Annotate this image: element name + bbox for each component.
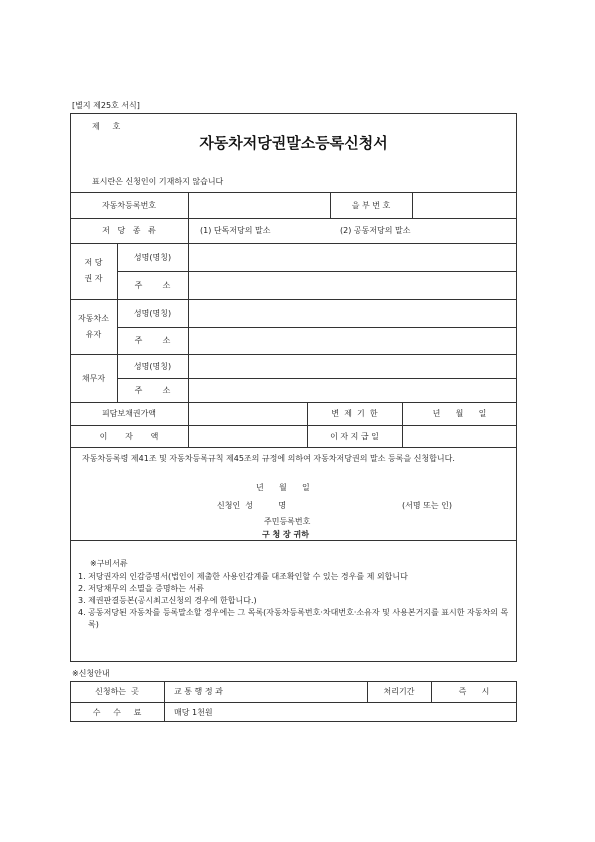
required-doc-item: 3. 제권판결등본(공시최고신청의 경우에 한합니다.): [78, 596, 257, 605]
secured-amount-label: 피담보채권가액: [101, 409, 157, 418]
mortgage-type-label: 저 당 종 류: [102, 226, 156, 235]
option-single-mortgage[interactable]: (1) 단독저당의 말소: [200, 226, 271, 235]
eulbu-no-field[interactable]: [413, 193, 516, 217]
owner-address-field[interactable]: [189, 328, 516, 353]
debtor-address-field[interactable]: [189, 379, 516, 401]
required-doc-item: 1. 저당권자의 인감증명서(법인이 제출한 사용인감계를 대조확인할 수 있는 경우를 제 외합니다: [78, 572, 408, 581]
required-docs-list: [78, 571, 512, 631]
application-date[interactable]: 년 월 일: [256, 483, 310, 492]
repayment-deadline-field[interactable]: 년 월 일: [432, 409, 487, 418]
owner-label: 자동차소 유자: [78, 313, 109, 339]
interest-amount-field[interactable]: [189, 426, 306, 446]
processing-period-label: 처리기간: [383, 687, 415, 696]
interest-payment-date-label: 이 자 지 급 일: [330, 431, 379, 441]
secured-amount-field[interactable]: [189, 403, 306, 424]
guide-title: ※신청안내: [72, 669, 110, 678]
interest-payment-date-field[interactable]: [403, 426, 516, 446]
mortgagee-name-label: 성명(명칭): [133, 252, 172, 262]
mortgagee-address-label: 주 소: [134, 280, 171, 290]
notice-text: 표시란은 신청인이 기재하지 않습니다: [92, 177, 224, 186]
resident-number-label: 주민등록번호: [264, 517, 311, 526]
addressee: 구 청 장 귀하: [262, 530, 309, 539]
repayment-deadline-label: 변 제 기 한: [331, 409, 378, 418]
mortgagee-label: 저 당 권 자: [84, 258, 103, 283]
required-doc-item: 2. 저당채무의 소멸을 증명하는 서류: [78, 584, 204, 593]
number-label: 제 호: [92, 122, 121, 131]
mortgagee-name-field[interactable]: [189, 244, 516, 270]
debtor-name-field[interactable]: [189, 355, 516, 377]
application-statement: 자동차등록령 제41조 및 자동차등록규칙 제45조의 규정에 의하여 자동차저당권의 말소 등록을 신청합니다.: [82, 454, 455, 463]
processing-period-value: 즉 시: [458, 687, 490, 696]
required-doc-item: 4. 공동저당된 자동차를 등록말소할 경우에는 그 목록(자동차등록번호·차대번호·소유자 및 사용본거지를 표시한 자동차의 목록): [78, 608, 509, 629]
debtor-name-label: 성명(명칭): [133, 361, 172, 371]
required-docs-title: ※구비서류: [90, 559, 128, 568]
debtor-address-label: 주 소: [134, 385, 171, 395]
applicant-name-label: 신청인 성 명: [217, 501, 287, 510]
signature-note: (서명 또는 인): [402, 501, 452, 510]
fee-value: 매당 1천원: [174, 707, 213, 717]
eulbu-no-label: 을 부 번 호: [351, 200, 391, 210]
debtor-label: 채무자: [81, 373, 106, 383]
office-value: 교 통 행 정 과: [174, 687, 223, 696]
form-label: [별지 제25호 서식]: [72, 101, 140, 110]
owner-name-label: 성명(명칭): [133, 308, 172, 318]
office-label: 신청하는 곳: [95, 687, 139, 696]
page-title: 자동차저당권말소등록신청서: [199, 134, 388, 152]
vehicle-reg-no-field[interactable]: [189, 193, 329, 217]
interest-amount-label: 이 자 액: [99, 431, 159, 441]
owner-address-label: 주 소: [134, 336, 171, 345]
option-joint-mortgage[interactable]: (2) 공동저당의 말소: [340, 226, 411, 235]
fee-label: 수 수 료: [92, 707, 142, 717]
owner-name-field[interactable]: [189, 300, 516, 326]
mortgagee-address-field[interactable]: [189, 272, 516, 298]
vehicle-reg-no-label: 자동차등록번호: [101, 200, 157, 210]
